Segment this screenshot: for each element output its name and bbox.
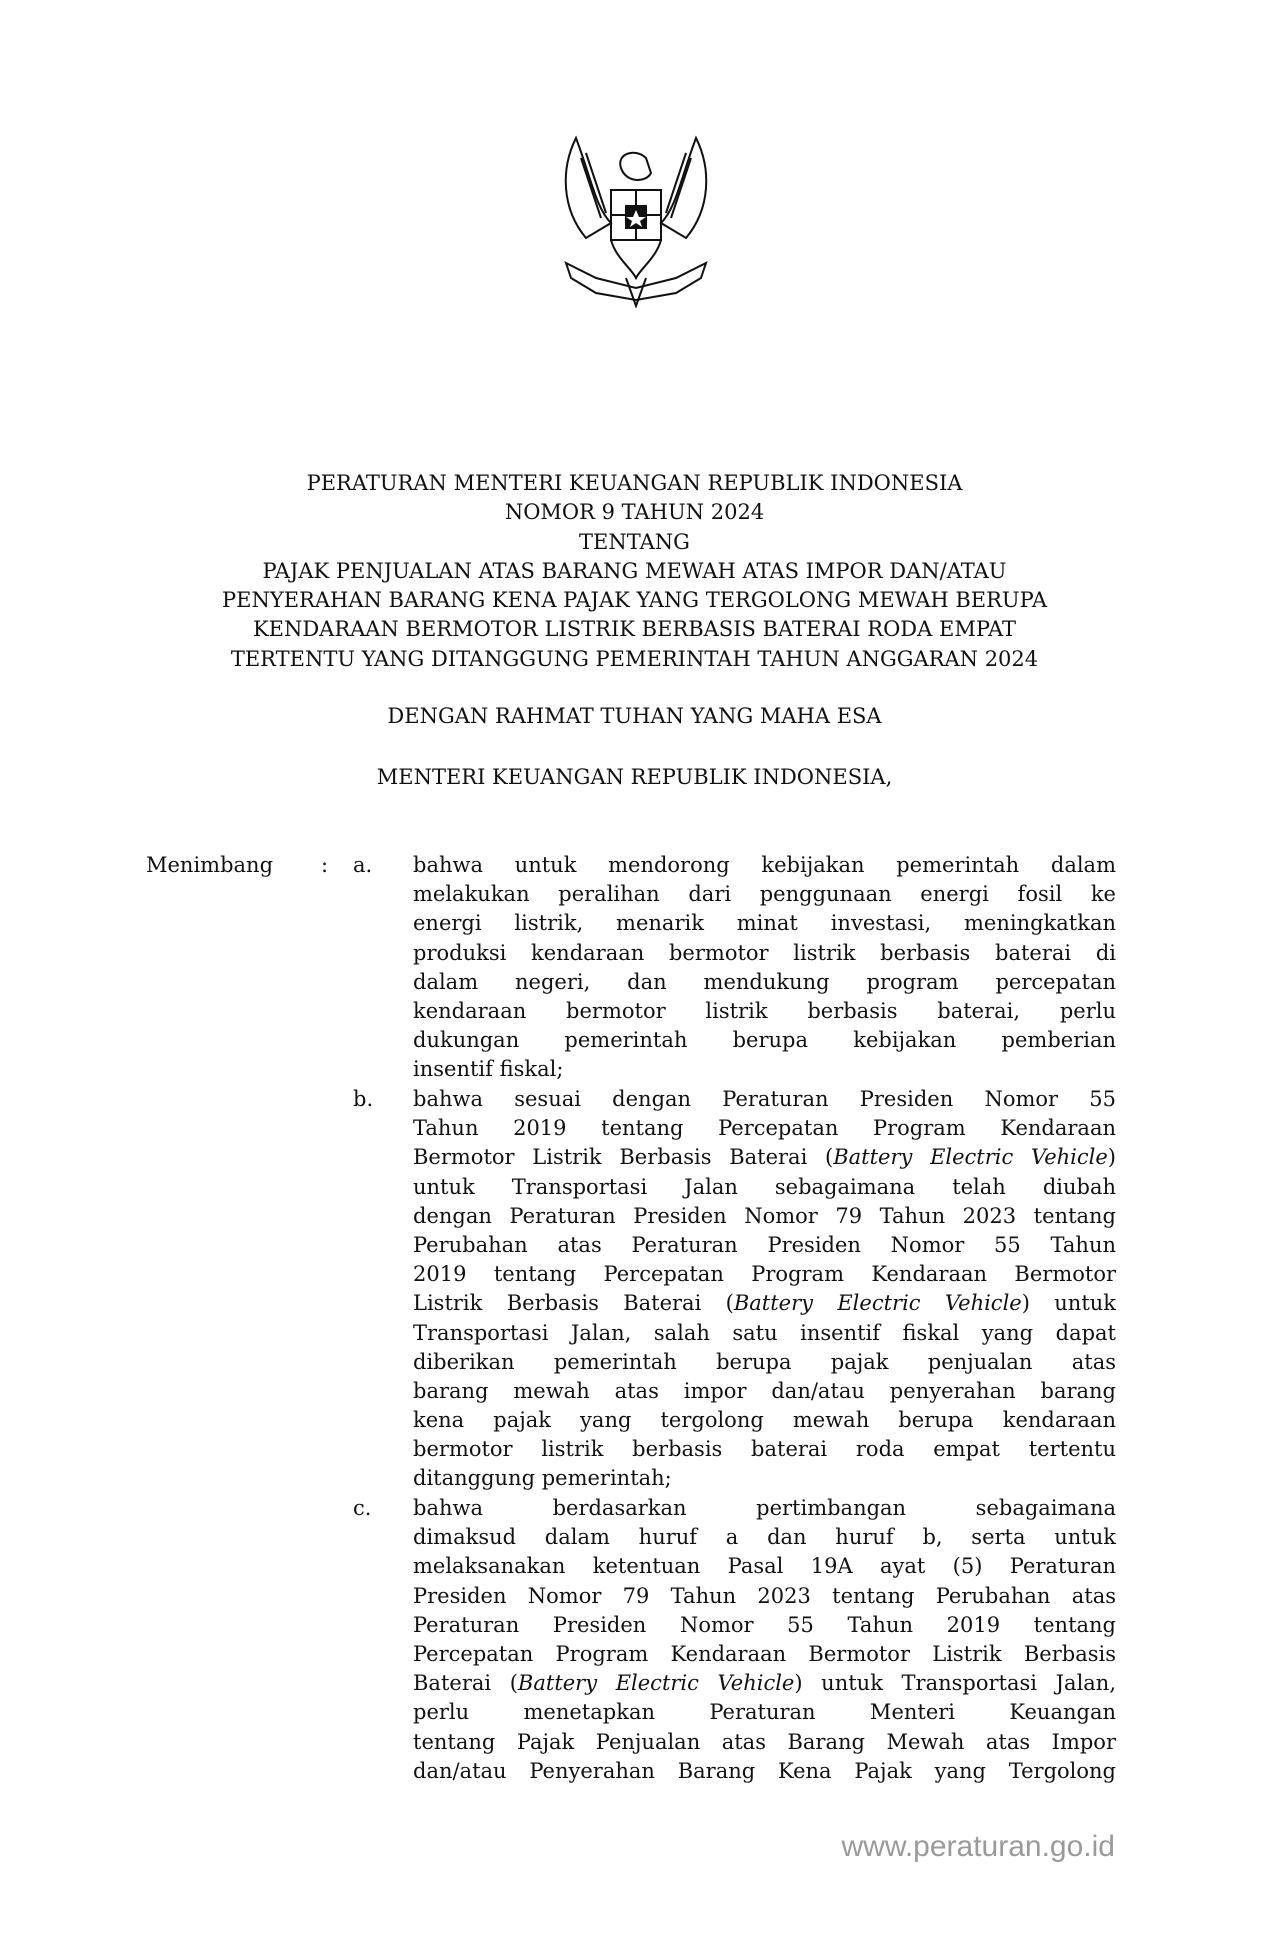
item-letter: c.: [353, 1496, 372, 1520]
text-line: insentif fiskal;: [413, 1057, 564, 1082]
item-letter: a.: [353, 853, 373, 877]
text-line: dan/atau Penyerahan Barang Kena Pajak yang Tergolong: [413, 1758, 1116, 1783]
text-line: diberikan pemerintah berupa pajak penjualan atas: [413, 1349, 1116, 1374]
footer-watermark-link[interactable]: www.peraturan.go.id: [841, 1830, 1115, 1863]
text-line: Presiden Nomor 79 Tahun 2023 tentang Perubahan atas: [413, 1583, 1116, 1608]
text-line: Peraturan Presiden Nomor 55 Tahun 2019 tentang: [413, 1612, 1116, 1637]
text-line: Tahun 2019 tentang Percepatan Program Kendaraan: [413, 1116, 1116, 1141]
text-line: kendaraan bermotor listrik berbasis baterai, perlu: [413, 998, 1116, 1023]
text-line: ditanggung pemerintah;: [413, 1466, 672, 1491]
text-line: 2019 tentang Percepatan Program Kendaraan Bermotor: [413, 1262, 1116, 1287]
title-line: TENTANG: [579, 529, 690, 554]
text-line: untuk Transportasi Jalan sebagaimana telah diubah: [413, 1174, 1116, 1199]
text-line: dimaksud dalam huruf a dan huruf b, serta untuk: [413, 1525, 1116, 1550]
title-line: PAJAK PENJUALAN ATAS BARANG MEWAH ATAS IMPOR DAN/ATAU: [262, 558, 1007, 583]
text-line: melaksanakan ketentuan Pasal 19A ayat (5) Peraturan: [413, 1554, 1116, 1579]
text-line: Baterai (Battery Electric Vehicle) untuk Transportasi Jalan,: [413, 1671, 1117, 1696]
italic-term: Battery Electric Vehicle: [733, 1291, 1022, 1316]
text-line: dalam negeri, dan mendukung program percepatan: [413, 969, 1116, 994]
text-line: tentang Pajak Penjualan atas Barang Mewah atas Impor: [413, 1729, 1116, 1754]
text-line: Transportasi Jalan, salah satu insentif fiskal yang dapat: [413, 1320, 1116, 1345]
text-line: barang mewah atas impor dan/atau penyerahan barang: [413, 1378, 1116, 1403]
text-line: dengan Peraturan Presiden Nomor 79 Tahun 2023 tentang: [413, 1203, 1116, 1228]
text-line: bahwa untuk mendorong kebijakan pemerintah dalam: [413, 853, 1116, 877]
text-line: produksi kendaraan bermotor listrik berbasis baterai di: [413, 940, 1116, 965]
text-line: perlu menetapkan Peraturan Menteri Keuangan: [413, 1700, 1116, 1725]
italic-term: Battery Electric Vehicle: [833, 1145, 1108, 1170]
italic-term: Battery Electric Vehicle: [517, 1671, 795, 1696]
text-line: bermotor listrik berbasis baterai roda empat tertentu: [413, 1437, 1116, 1462]
title-line: KENDARAAN BERMOTOR LISTRIK BERBASIS BATERAI RODA EMPAT: [252, 617, 1017, 642]
text-line: bahwa berdasarkan pertimbangan sebagaimana: [413, 1496, 1116, 1520]
item-letter: b.: [353, 1087, 374, 1111]
item-text: [413, 851, 1116, 1085]
text-line: dukungan pemerintah berupa kebijakan pemberian: [413, 1028, 1116, 1053]
item-text: [413, 1085, 1116, 1494]
text-line: Percepatan Program Kendaraan Bermotor Listrik Berbasis: [413, 1641, 1116, 1666]
text-line: Listrik Berbasis Baterai (Battery Electric Vehicle) untuk: [413, 1291, 1117, 1316]
regulation-title: [0, 469, 1269, 674]
text-line: kena pajak yang tergolong mewah berupa kendaraan: [413, 1408, 1116, 1433]
title-line: NOMOR 9 TAHUN 2024: [504, 500, 765, 525]
issuer: MENTERI KEUANGAN REPUBLIK INDONESIA,: [376, 765, 893, 789]
invocation: DENGAN RAHMAT TUHAN YANG MAHA ESA: [387, 704, 882, 728]
item-text: [413, 1494, 1116, 1786]
text-line: energi listrik, menarik minat investasi, meningkatkan: [413, 911, 1116, 936]
title-line: PENYERAHAN BARANG KENA PAJAK YANG TERGOLONG MEWAH BERUPA: [222, 588, 1047, 613]
text-line: Bermotor Listrik Berbasis Baterai (Battery Electric Vehicle): [413, 1145, 1116, 1170]
text-line: Perubahan atas Peraturan Presiden Nomor 55 Tahun: [413, 1232, 1116, 1257]
garuda-emblem-logo: [556, 128, 716, 308]
section-label: Menimbang: [146, 853, 274, 877]
section-colon: :: [321, 853, 329, 877]
text-line: bahwa sesuai dengan Peraturan Presiden Nomor 55: [413, 1087, 1116, 1111]
title-line: TERTENTU YANG DITANGGUNG PEMERINTAH TAHUN ANGGARAN 2024: [230, 646, 1039, 671]
title-line: PERATURAN MENTERI KEUANGAN REPUBLIK INDONESIA: [306, 471, 963, 495]
text-line: melakukan peralihan dari penggunaan energi fosil ke: [413, 882, 1116, 907]
